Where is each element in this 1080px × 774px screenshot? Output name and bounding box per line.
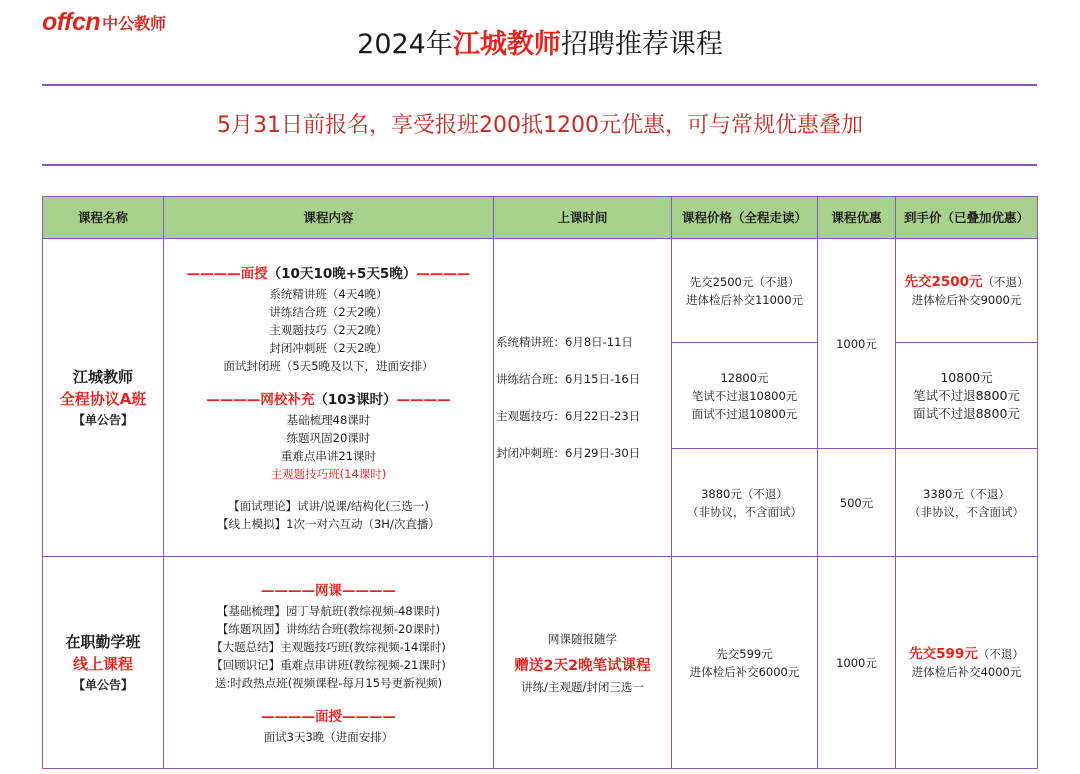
list-item: 【练题巩固】讲练结合班(教综视频-20课时) <box>216 621 441 636</box>
header-final-price: 到手价（已叠加优惠） <box>896 197 1038 239</box>
divider-top <box>42 84 1037 86</box>
course1-section-face: ————面授（10天10晚+5天5晚）———— <box>186 265 471 282</box>
course1-discount-500: 500元 <box>818 449 896 557</box>
course2-announcement: 【单公告】 <box>72 677 133 692</box>
course2-class-type: 线上课程 <box>72 654 133 673</box>
promo-banner: 5月31日前报名，享受报班200抵1200元优惠，可与常规优惠叠加 <box>217 113 863 138</box>
list-item: 【线上模拟】1次一对六互动（3H/次直播） <box>217 516 440 531</box>
list-item: 主观题技巧班(14课时) <box>270 466 387 481</box>
schedule-item: 网课随报随学 <box>548 631 617 646</box>
logo-text-en: offcn <box>42 7 101 36</box>
list-item: 【面试理论】试讲/说课/结构化(三选一) <box>228 498 429 513</box>
table-header-row <box>43 197 1038 239</box>
title-suffix: 招聘推荐课程 <box>560 29 723 60</box>
page-title <box>0 22 1080 61</box>
list-item: 【大题总结】主观题技巧班(教综视频-14课时) <box>211 639 446 654</box>
course2-final-cell: 先交599元（不退） 进体检后补交4000元 <box>896 557 1038 769</box>
course1-class-type: 全程协议A班 <box>59 389 147 408</box>
course-table <box>42 196 1038 769</box>
course1-discount-1000: 1000元 <box>818 239 896 449</box>
gift-note: 讲练/主观题/封闭三选一 <box>521 679 644 694</box>
list-item: 【回顾识记】重难点串讲班(教综视频-21课时) <box>211 657 446 672</box>
course1-section-online: ————网校补充（103课时）———— <box>206 391 451 408</box>
header-course-name: 课程名称 <box>43 197 164 239</box>
course1-content-cell <box>164 239 494 557</box>
course2-discount-cell: 1000元 <box>818 557 896 769</box>
course2-content-cell <box>164 557 494 769</box>
schedule-item: 封闭冲刺班：6月29日-30日 <box>496 445 641 460</box>
list-item: 【基础梳理】园丁导航班(教综视频-48课时) <box>216 603 441 618</box>
course1-tier3-price: 3880元（不退） （非协议，不含面试） <box>672 449 818 557</box>
list-item: 主观题技巧（2天2晚） <box>269 322 388 337</box>
list-item: 封闭冲刺班（2天2晚） <box>269 340 388 355</box>
course2-name-cell <box>43 557 164 769</box>
list-item: 系统精讲班（4天4晚） <box>269 286 388 301</box>
course1-tier1-final: 先交2500元（不退） 进体检后补交9000元 <box>896 239 1038 343</box>
course1-tier1-price: 先交2500元（不退） 进体检后补交11000元 <box>672 239 818 343</box>
schedule-item: 讲练结合班：6月15日-16日 <box>496 371 641 386</box>
list-item: 重难点串讲21课时 <box>280 448 377 463</box>
list-item: 面试封闭班（5天5晚及以下，进面安排） <box>223 358 434 373</box>
list-item: 送:时政热点班(视频课程-每月15号更新视频) <box>214 675 443 690</box>
course1-tier2-price: 12800元 笔试不过退10800元 面试不过退10800元 <box>672 343 818 449</box>
header-course-price: 课程价格（全程走读） <box>672 197 818 239</box>
course1-name-cell <box>43 239 164 557</box>
header-discount: 课程优惠 <box>818 197 896 239</box>
title-prefix: 2024年 <box>357 29 453 60</box>
course2-section-face: ————面授———— <box>261 708 396 725</box>
list-item: 面试3天3晚（进面安排） <box>263 729 394 744</box>
course2-schedule-cell <box>494 557 672 769</box>
header-course-content: 课程内容 <box>164 197 494 239</box>
schedule-item: 主观题技巧：6月22日-23日 <box>496 408 641 423</box>
logo-text-cn: 中公教师 <box>102 13 167 33</box>
course2-price-cell: 先交599元 进体检后补交6000元 <box>672 557 818 769</box>
list-item: 讲练结合班（2天2晚） <box>269 304 388 319</box>
list-item: 基础梳理48课时 <box>286 412 371 427</box>
course1-schedule-cell <box>494 239 672 557</box>
table-row <box>43 557 1038 769</box>
course2-section-online: ————网课———— <box>261 582 396 599</box>
course1-announcement: 【单公告】 <box>72 412 133 427</box>
schedule-item: 系统精讲班：6月8日-11日 <box>496 334 633 349</box>
gift-badge: 赠送2天2晚笔试课程 <box>514 657 651 674</box>
title-highlight: 江城教师 <box>452 29 561 60</box>
course1-tier3-final: 3380元（不退） （非协议，不含面试） <box>896 449 1038 557</box>
header-class-time: 上课时间 <box>494 197 672 239</box>
course1-tier2-final: 10800元 笔试不过退8800元 面试不过退8800元 <box>896 343 1038 449</box>
course1-name: 江城教师 <box>72 367 133 386</box>
table-row <box>43 239 1038 343</box>
course2-name: 在职勤学班 <box>65 632 141 651</box>
divider-bottom <box>42 164 1037 166</box>
list-item: 练题巩固20课时 <box>286 430 371 445</box>
